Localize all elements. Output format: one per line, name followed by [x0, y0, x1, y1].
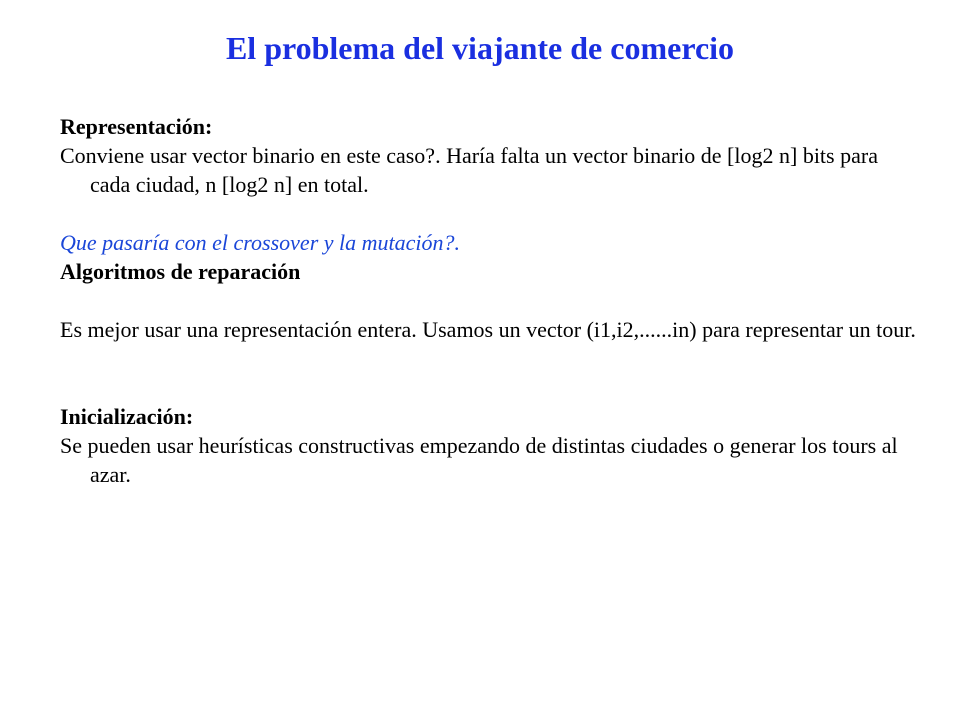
spacer	[60, 199, 920, 228]
crossover-question: Que pasaría con el crossover y la mutación?.	[60, 230, 461, 255]
representacion-text: Conviene usar vector binario en este caso?. Haría falta un vector binario de [log2 n] bits para cada ciudad, n [log2 n] en total.	[60, 143, 878, 197]
slide-title: El problema del viajante de comercio	[225, 30, 735, 66]
spacer	[60, 286, 920, 315]
inicializacion-text: Se pueden usar heurísticas constructivas empezando de distintas ciudades o generar los tours al azar.	[60, 433, 898, 487]
inicializacion-heading: Inicialización:	[60, 404, 194, 429]
reparacion-heading: Algoritmos de reparación	[60, 259, 301, 284]
spacer	[60, 344, 920, 402]
slide-body	[60, 112, 920, 489]
representacion-heading: Representación:	[60, 114, 213, 139]
entera-text: Es mejor usar una representación entera. Usamos un vector (i1,i2,......in) para representar un tour.	[60, 317, 916, 342]
